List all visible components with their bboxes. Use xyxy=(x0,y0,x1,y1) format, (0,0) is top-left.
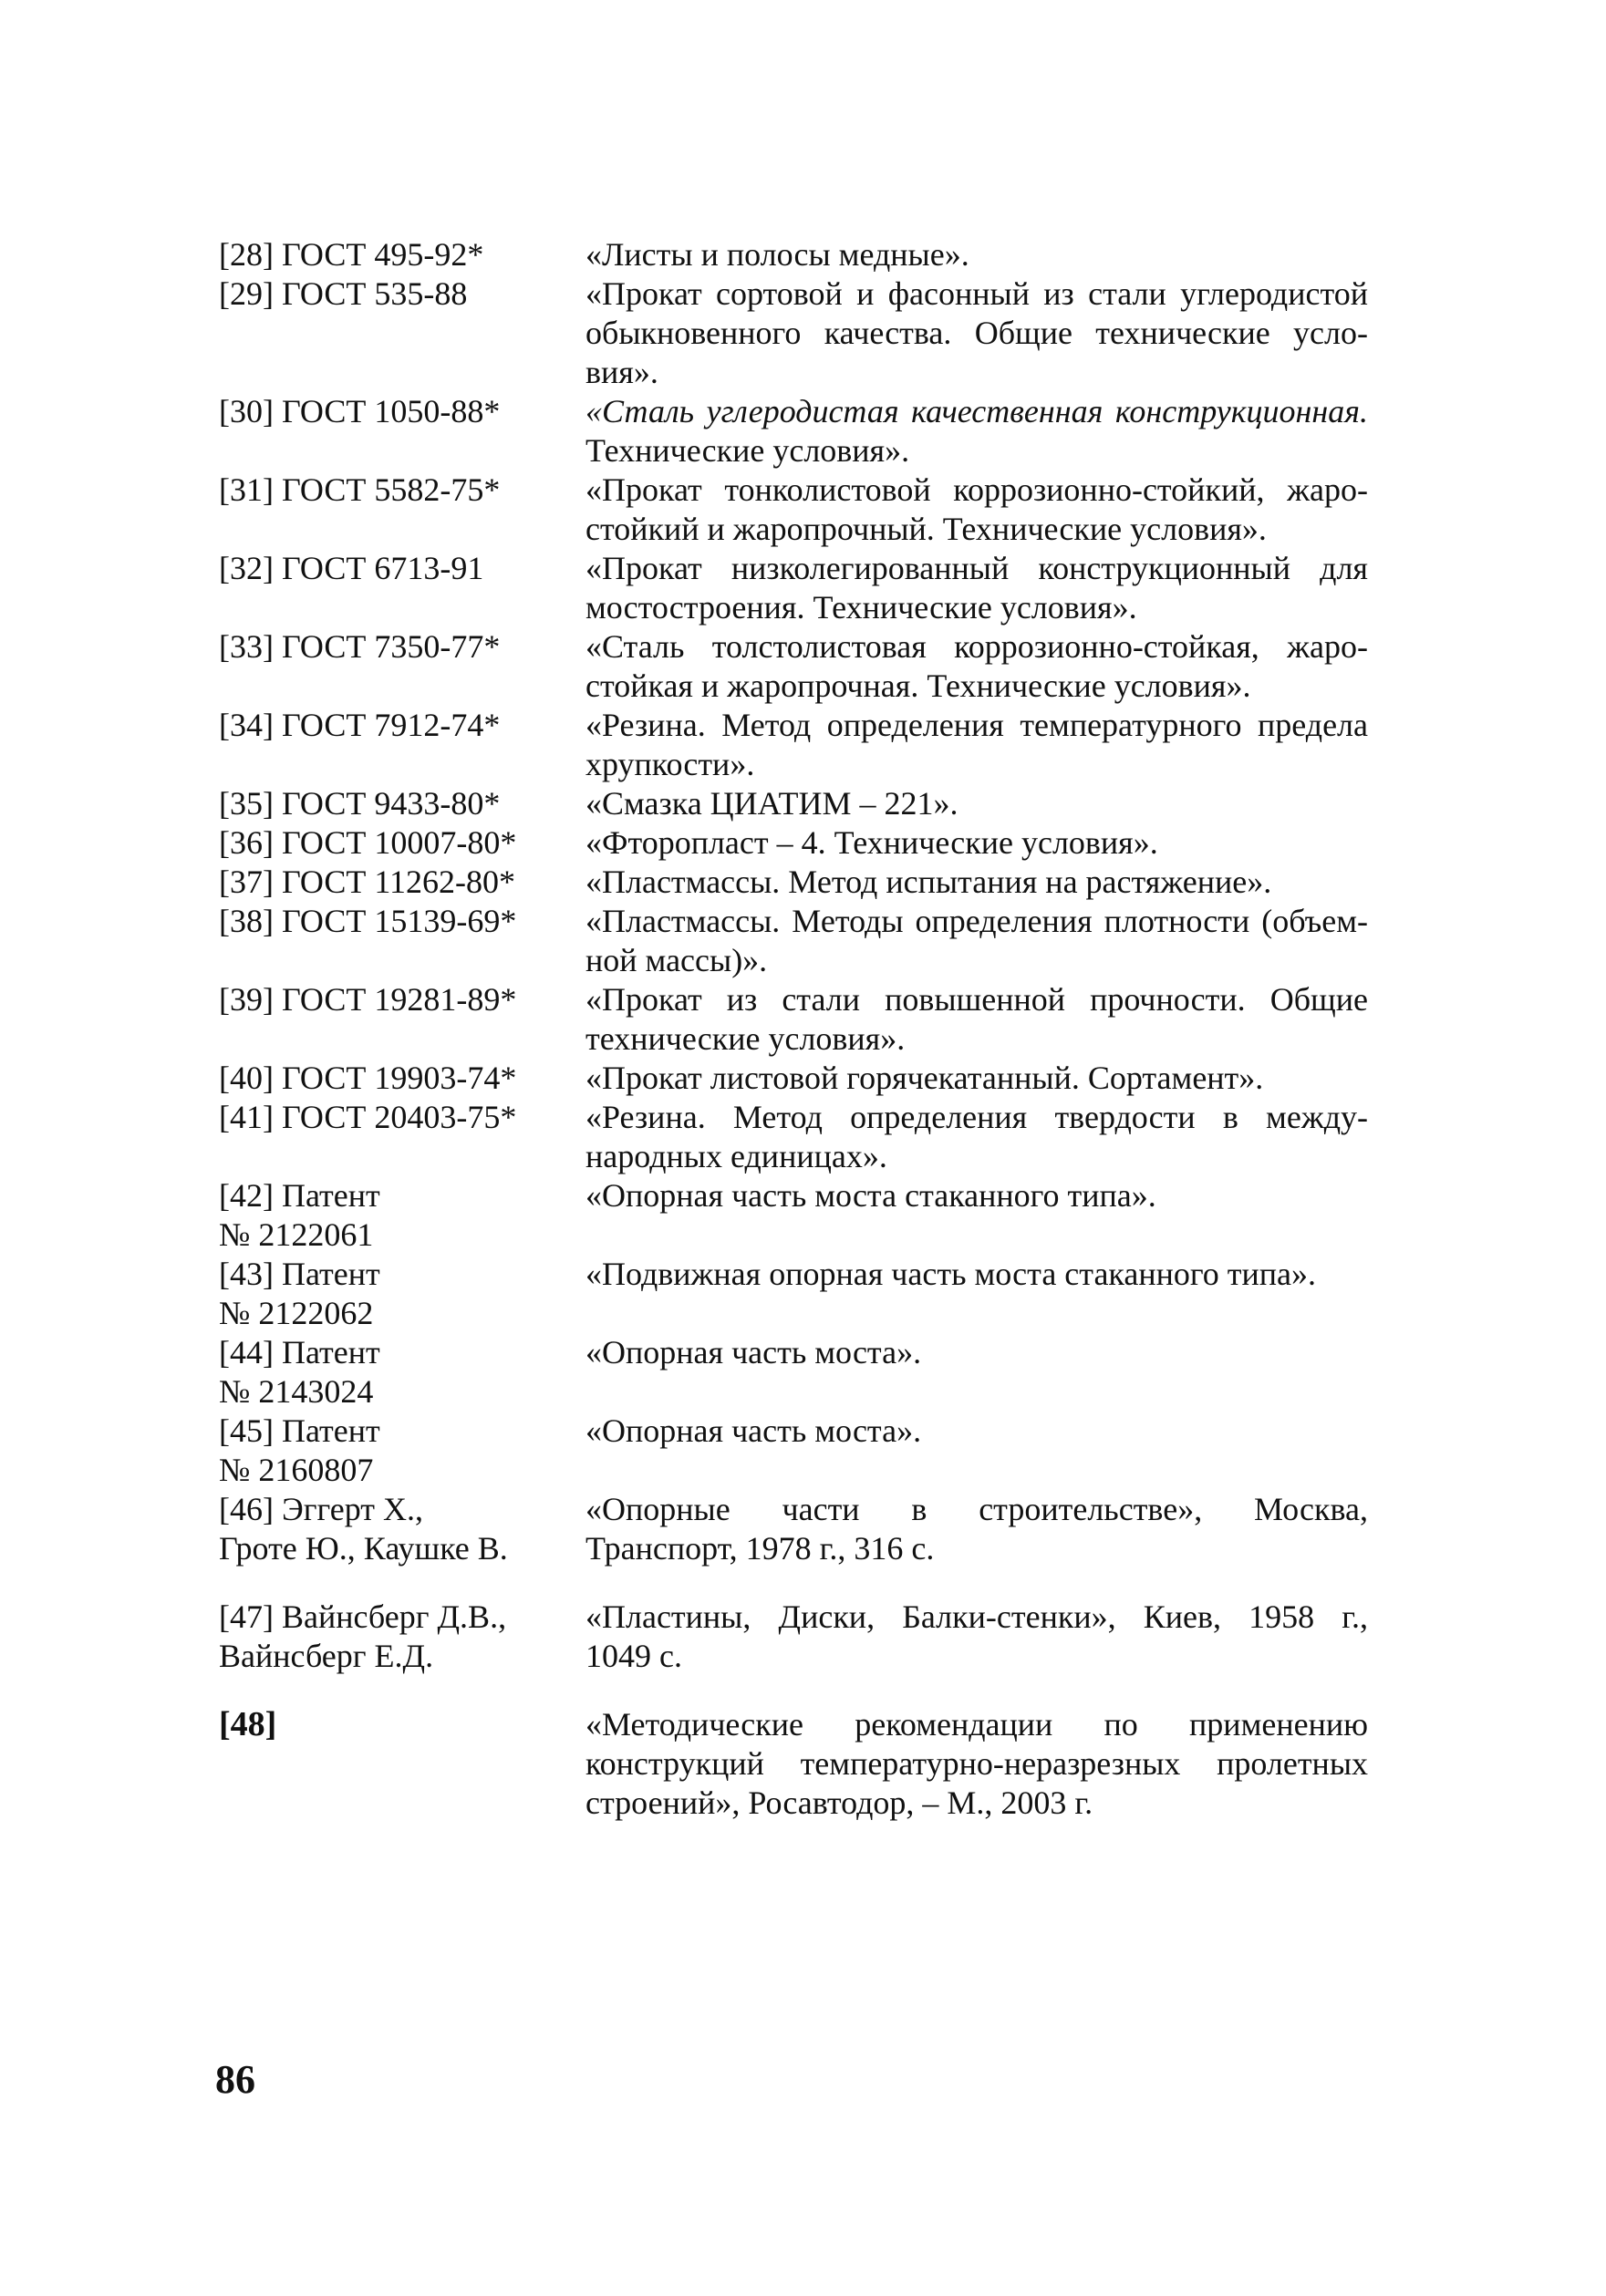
reference-item-28 xyxy=(219,235,1368,274)
reference-key xyxy=(219,784,585,823)
reference-title-line: «Смазка ЦИАТИМ – 221». xyxy=(585,785,958,822)
reference-key-line: [34] ГОСТ 7912-74* xyxy=(219,707,501,743)
reference-key-line: [29] ГОСТ 535-88 xyxy=(219,275,468,312)
reference-title-line: «Резина. Метод определения твердости в между- xyxy=(585,1099,1368,1135)
reference-title-line: обыкновенного качества. Общие технические усло- xyxy=(585,315,1368,351)
reference-title-line: «Сталь углеродистая качественная конструкционная. xyxy=(585,393,1368,429)
reference-title-line: ной массы)». xyxy=(585,942,768,978)
reference-key xyxy=(219,1490,585,1568)
reference-title xyxy=(585,235,1368,274)
reference-title-line: «Фторопласт – 4. Технические условия». xyxy=(585,824,1158,861)
reference-item-29 xyxy=(219,274,1368,392)
reference-key xyxy=(219,392,585,471)
reference-key xyxy=(219,980,585,1059)
reference-key xyxy=(219,1176,585,1255)
reference-key xyxy=(219,823,585,863)
reference-title-line: стойкий и жаропрочный. Технические условия». xyxy=(585,511,1267,547)
reference-title-line: «Пластмассы. Методы определения плотности (объем- xyxy=(585,903,1368,939)
reference-title xyxy=(585,1333,1368,1412)
reference-key xyxy=(219,274,585,392)
reference-title xyxy=(585,980,1368,1059)
reference-title xyxy=(585,902,1368,980)
reference-key xyxy=(219,471,585,549)
reference-item-42 xyxy=(219,1176,1368,1255)
reference-title-line: «Методические рекомендации по применению xyxy=(585,1706,1368,1743)
reference-key-line: [47] Вайнсберг Д.В., xyxy=(219,1598,507,1635)
reference-title-line: Транспорт, 1978 г., 316 с. xyxy=(585,1530,935,1567)
reference-title-line: «Опорная часть моста стаканного типа». xyxy=(585,1177,1156,1214)
reference-item-33 xyxy=(219,627,1368,706)
reference-title xyxy=(585,471,1368,549)
reference-item-30 xyxy=(219,392,1368,471)
reference-title xyxy=(585,863,1368,902)
reference-title xyxy=(585,1098,1368,1176)
reference-title xyxy=(585,392,1368,471)
reference-item-37 xyxy=(219,863,1368,902)
reference-key-line: [39] ГОСТ 19281-89* xyxy=(219,981,517,1018)
reference-title xyxy=(585,549,1368,627)
reference-item-44 xyxy=(219,1333,1368,1412)
reference-key xyxy=(219,902,585,980)
reference-key xyxy=(219,549,585,627)
reference-key xyxy=(219,1333,585,1412)
reference-item-39 xyxy=(219,980,1368,1059)
reference-title-line: «Пластины, Диски, Балки-стенки», Киев, 1958 г., xyxy=(585,1598,1368,1635)
reference-item-35 xyxy=(219,784,1368,823)
reference-key-line: [48] xyxy=(219,1705,277,1743)
reference-item-36 xyxy=(219,823,1368,863)
reference-title-line: конструкций температурно-неразрезных пролетных xyxy=(585,1745,1368,1782)
reference-title-line: Технические условия». xyxy=(585,432,910,469)
reference-title-line: «Прокат из стали повышенной прочности. Общие xyxy=(585,981,1368,1018)
reference-title-line: «Пластмассы. Метод испытания на растяжение». xyxy=(585,864,1272,900)
reference-title-line: «Прокат тонколистовой коррозионно-стойкий, жаро- xyxy=(585,471,1368,508)
reference-key xyxy=(219,1705,585,1823)
reference-key-line: [35] ГОСТ 9433-80* xyxy=(219,785,501,822)
reference-key-line: [41] ГОСТ 20403-75* xyxy=(219,1099,517,1135)
reference-title xyxy=(585,706,1368,784)
reference-title-line: «Опорная часть моста». xyxy=(585,1412,922,1449)
reference-title xyxy=(585,627,1368,706)
reference-key-line: [38] ГОСТ 15139-69* xyxy=(219,903,517,939)
reference-item-43 xyxy=(219,1255,1368,1333)
reference-key-line: № 2160807 xyxy=(219,1452,374,1488)
reference-item-40 xyxy=(219,1059,1368,1098)
reference-item-34 xyxy=(219,706,1368,784)
reference-item-32 xyxy=(219,549,1368,627)
reference-title-line: мостостроения. Технические условия». xyxy=(585,589,1137,626)
reference-key-line: [43] Патент xyxy=(219,1256,380,1292)
reference-key-line: [46] Эггерт Х., xyxy=(219,1491,424,1527)
reference-title-line: «Прокат листовой горячекатанный. Сортамент». xyxy=(585,1060,1264,1096)
reference-item-31 xyxy=(219,471,1368,549)
reference-item-41 xyxy=(219,1098,1368,1176)
reference-key-line: [40] ГОСТ 19903-74* xyxy=(219,1060,517,1096)
reference-title xyxy=(585,1490,1368,1568)
reference-key-line: [32] ГОСТ 6713-91 xyxy=(219,550,484,586)
reference-key-line: [33] ГОСТ 7350-77* xyxy=(219,628,501,665)
reference-key-line: [30] ГОСТ 1050-88* xyxy=(219,393,501,429)
reference-key xyxy=(219,235,585,274)
reference-title xyxy=(585,1705,1368,1823)
reference-key xyxy=(219,863,585,902)
reference-key-line: [36] ГОСТ 10007-80* xyxy=(219,824,517,861)
reference-title-line: строений», Росавтодор, – М., 2003 г. xyxy=(585,1784,1093,1821)
reference-title xyxy=(585,274,1368,392)
reference-title xyxy=(585,1598,1368,1676)
reference-item-45 xyxy=(219,1412,1368,1490)
reference-title-line: технические условия». xyxy=(585,1020,906,1057)
reference-key-line: [28] ГОСТ 495-92* xyxy=(219,236,484,273)
reference-title-line: «Резина. Метод определения температурного предела xyxy=(585,707,1368,743)
reference-title-line: стойкая и жаропрочная. Технические условия». xyxy=(585,667,1251,704)
reference-title-line: «Сталь толстолистовая коррозионно-стойкая, жаро- xyxy=(585,628,1368,665)
reference-key xyxy=(219,1598,585,1676)
reference-key xyxy=(219,627,585,706)
reference-key-line: Гроте Ю., Каушке В. xyxy=(219,1530,508,1567)
reference-title-line: «Опорные части в строительстве», Москва, xyxy=(585,1491,1368,1527)
reference-title xyxy=(585,784,1368,823)
reference-key xyxy=(219,1098,585,1176)
reference-key-line: [45] Патент xyxy=(219,1412,380,1449)
reference-item-38 xyxy=(219,902,1368,980)
reference-title-line: «Опорная часть моста». xyxy=(585,1334,922,1370)
reference-item-46 xyxy=(219,1490,1368,1568)
reference-item-48 xyxy=(219,1705,1368,1823)
reference-key-line: [42] Патент xyxy=(219,1177,380,1214)
reference-title-line: «Прокат сортовой и фасонный из стали углеродистой xyxy=(585,275,1368,312)
reference-list xyxy=(219,235,1368,1823)
reference-key xyxy=(219,1255,585,1333)
reference-key-line: Вайнсберг Е.Д. xyxy=(219,1638,434,1674)
reference-key-line: № 2122061 xyxy=(219,1216,374,1253)
reference-key xyxy=(219,1412,585,1490)
reference-title-line: «Листы и полосы медные». xyxy=(585,236,969,273)
reference-title-line: народных единицах». xyxy=(585,1138,887,1174)
reference-key xyxy=(219,1059,585,1098)
reference-key-line: [44] Патент xyxy=(219,1334,380,1370)
reference-title xyxy=(585,1176,1368,1255)
reference-title-line: вия». xyxy=(585,354,658,390)
reference-key-line: № 2122062 xyxy=(219,1295,374,1331)
reference-key-line: [31] ГОСТ 5582-75* xyxy=(219,471,501,508)
reference-title xyxy=(585,1255,1368,1333)
reference-title-line: «Прокат низколегированный конструкционный для xyxy=(585,550,1368,586)
reference-title xyxy=(585,1412,1368,1490)
page-number: 86 xyxy=(215,2057,255,2102)
reference-title-line: хрупкости». xyxy=(585,746,755,782)
reference-title-line: «Подвижная опорная часть моста стаканного типа». xyxy=(585,1256,1316,1292)
reference-key-line: № 2143024 xyxy=(219,1373,374,1410)
reference-title xyxy=(585,1059,1368,1098)
reference-title xyxy=(585,823,1368,863)
reference-key xyxy=(219,706,585,784)
reference-key-line: [37] ГОСТ 11262-80* xyxy=(219,864,515,900)
reference-item-47 xyxy=(219,1598,1368,1676)
reference-title-line: 1049 с. xyxy=(585,1638,682,1674)
